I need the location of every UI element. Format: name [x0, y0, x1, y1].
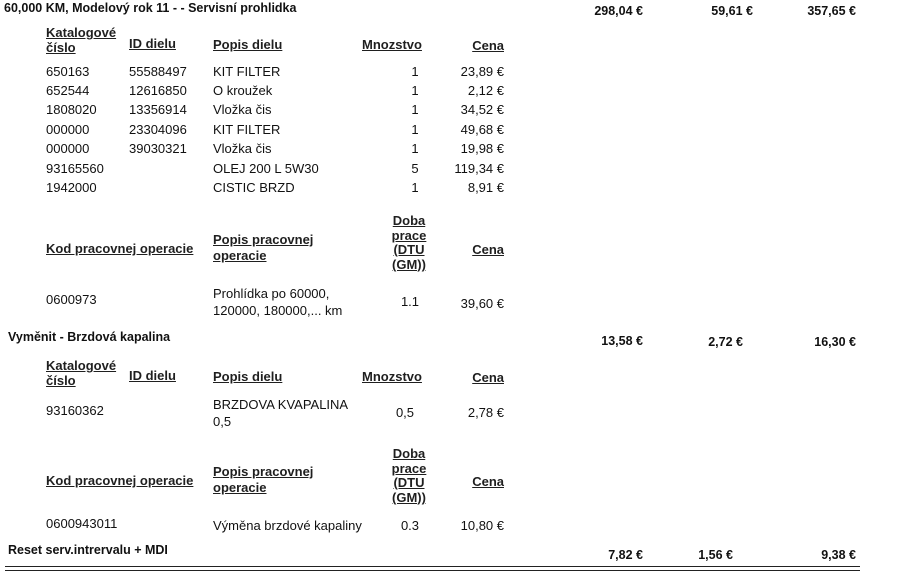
col-header-cena-operacie: Cena — [472, 474, 504, 489]
col-header-cena: Cena — [472, 370, 504, 385]
col-header-kod: Kod pracovnej operacie — [46, 473, 194, 488]
cell-katalog: 000000 — [46, 122, 90, 137]
cell-popis: O kroužek — [213, 83, 273, 98]
cell-price: 8,91 € — [467, 180, 504, 195]
cell-popis: Vložka čis — [213, 102, 272, 117]
cell-katalog: 652544 — [46, 83, 90, 98]
col-header-katalog: Katalogové číslo — [46, 358, 117, 388]
cell-qty: 1 — [411, 122, 419, 137]
cell-qty: 1 — [411, 102, 419, 117]
section-divider — [5, 570, 860, 571]
cell-katalog: 1942000 — [46, 180, 97, 195]
cell-katalog: 93165560 — [46, 161, 104, 176]
section-total-net: 13,58 € — [601, 334, 643, 348]
cell-qty: 1 — [411, 141, 419, 156]
section-title-service: 60,000 KM, Modelový rok 11 - - Servisní prohlidka — [4, 1, 297, 15]
section-divider — [5, 566, 860, 567]
cell-popis: BRZDOVA KVAPALINA 0,5 — [213, 397, 349, 429]
col-header-cena-operacie: Cena — [472, 242, 504, 257]
cell-popis: OLEJ 200 L 5W30 — [213, 161, 319, 176]
col-header-popis-operacie: Popis pracovnej operacie — [213, 464, 314, 495]
section-total-net: 7,82 € — [608, 548, 643, 562]
cell-popis-operacie: Výměna brzdové kapaliny — [213, 518, 362, 533]
cell-id: 55588497 — [129, 64, 187, 79]
cell-katalog: 1808020 — [46, 102, 97, 117]
col-header-cena: Cena — [472, 38, 504, 53]
cell-doba: 1.1 — [400, 294, 420, 309]
cell-popis-operacie: Prohlídka po 60000, 120000, 180000,... km — [213, 286, 343, 318]
cell-qty: 1 — [411, 64, 419, 79]
cell-id: 39030321 — [129, 141, 187, 156]
section-total-vat: 1,56 € — [698, 548, 733, 562]
section-title-reset: Reset serv.intrervalu + MDI — [8, 543, 168, 557]
cell-popis: KIT FILTER — [213, 64, 281, 79]
col-header-mnozstvo: Mnozstvo — [362, 369, 422, 384]
section-total-gross: 9,38 € — [821, 548, 856, 562]
col-header-popis: Popis dielu — [213, 369, 283, 384]
cell-id: 13356914 — [129, 102, 187, 117]
cell-price: 19,98 € — [460, 141, 504, 156]
cell-id: 23304096 — [129, 122, 187, 137]
cell-price: 2,78 € — [467, 405, 504, 420]
cell-kod: 0600973 — [46, 292, 97, 307]
cell-price: 23,89 € — [460, 64, 504, 79]
section-total-net: 298,04 € — [594, 4, 643, 18]
cell-qty: 1 — [411, 180, 419, 195]
section-title-brake-fluid: Vyměnit - Brzdová kapalina — [8, 330, 171, 344]
cell-katalog: 650163 — [46, 64, 90, 79]
cell-doba: 0.3 — [400, 518, 420, 533]
section-total-gross: 357,65 € — [807, 4, 856, 18]
col-header-mnozstvo: Mnozstvo — [362, 37, 422, 52]
cell-price: 119,34 € — [454, 161, 504, 176]
cell-id: 12616850 — [129, 83, 187, 98]
col-header-doba: Doba prace (DTU (GM)) — [391, 213, 427, 272]
cell-price: 49,68 € — [460, 122, 504, 137]
cell-price: 2,12 € — [467, 83, 504, 98]
section-total-vat: 2,72 € — [708, 335, 743, 349]
section-total-vat: 59,61 € — [711, 4, 753, 18]
cell-katalog: 93160362 — [46, 403, 104, 418]
col-header-popis: Popis dielu — [213, 37, 283, 52]
cell-price: 39,60 € — [460, 296, 504, 311]
cell-popis: CISTIC BRZD — [213, 180, 295, 195]
cell-kod: 0600943011 — [46, 516, 118, 531]
col-header-id: ID dielu — [129, 36, 176, 51]
col-header-kod: Kod pracovnej operacie — [46, 241, 194, 256]
cell-price: 10,80 € — [460, 518, 504, 533]
cell-qty: 5 — [411, 161, 419, 176]
cell-katalog: 000000 — [46, 141, 90, 156]
col-header-popis-operacie: Popis pracovnej operacie — [213, 232, 314, 263]
col-header-katalog: Katalogové číslo — [46, 25, 117, 55]
cell-qty: 1 — [411, 83, 419, 98]
cell-popis: Vložka čis — [213, 141, 272, 156]
cell-popis: KIT FILTER — [213, 122, 281, 137]
cell-qty: 0,5 — [395, 405, 415, 420]
section-total-gross: 16,30 € — [814, 335, 856, 349]
col-header-doba: Doba prace (DTU (GM)) — [391, 446, 427, 505]
cell-price: 34,52 € — [460, 102, 504, 117]
col-header-id: ID dielu — [129, 368, 176, 383]
